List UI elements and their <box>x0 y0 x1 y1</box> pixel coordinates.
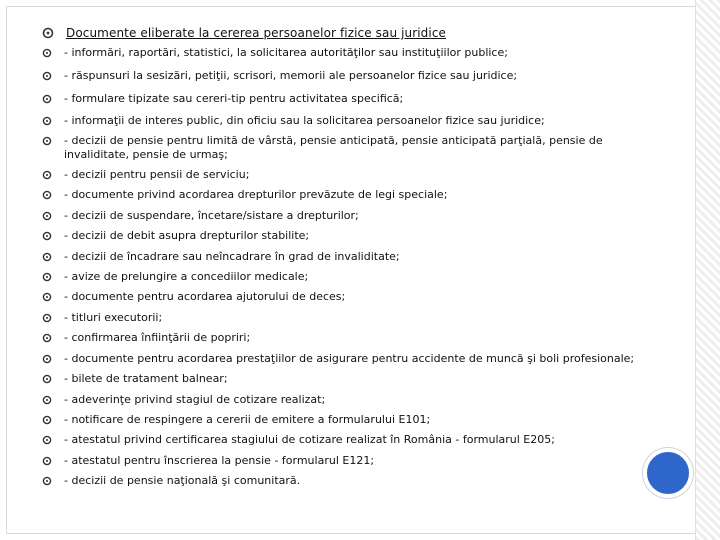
list-item <box>42 393 682 407</box>
list-item <box>42 454 682 468</box>
circle-bullet-icon <box>42 27 54 39</box>
list-item <box>42 188 682 202</box>
list-item-text: - avize de prelungire a concediilor medicale; <box>64 270 309 283</box>
side-pattern-strip <box>696 0 720 540</box>
hollow-circle-bullet-icon <box>42 272 52 282</box>
list-item-text: - bilete de tratament balnear; <box>64 372 228 385</box>
hollow-circle-bullet-icon <box>42 292 52 302</box>
hollow-circle-bullet-icon <box>42 116 52 126</box>
list-item-text: - informări, raportări, statistici, la solicitarea autorităţilor sau instituţiilor publice; <box>64 46 508 59</box>
list-item-text: - documente privind acordarea drepturilor prevăzute de legi speciale; <box>64 188 448 201</box>
list-item <box>42 134 682 162</box>
list-item <box>42 69 682 83</box>
list-item-text: - decizii de pensie pentru limită de vârstă, pensie anticipată, pensie anticipată parţială, pensie de invaliditate, pensie de urmaş; <box>64 134 603 161</box>
hollow-circle-bullet-icon <box>42 71 52 81</box>
hollow-circle-bullet-icon <box>42 94 52 104</box>
list-item-text: - decizii de debit asupra drepturilor stabilite; <box>64 229 310 242</box>
list-item <box>42 92 682 106</box>
list-item <box>42 229 682 243</box>
list-item <box>42 311 682 325</box>
list-item-text: - documente pentru acordarea prestaţiilor de asigurare pentru accidente de muncă şi boli profesionale; <box>64 352 635 365</box>
list-item-text: - confirmarea înfiinţării de popriri; <box>64 331 251 344</box>
hollow-circle-bullet-icon <box>42 252 52 262</box>
hollow-circle-bullet-icon <box>42 395 52 405</box>
list-item-text: - decizii pentru pensii de serviciu; <box>64 168 250 181</box>
hollow-circle-bullet-icon <box>42 136 52 146</box>
list-item <box>42 46 682 60</box>
list-item-text: - atestatul pentru înscrierea la pensie - formularul E121; <box>64 454 375 467</box>
hollow-circle-bullet-icon <box>42 211 52 221</box>
hollow-circle-bullet-icon <box>42 476 52 486</box>
list-item-text: - decizii de suspendare, încetare/sistare a drepturilor; <box>64 209 359 222</box>
list-item-text: - formulare tipizate sau cereri-tip pentru activitatea specifică; <box>64 92 404 105</box>
list-item <box>42 352 682 366</box>
hollow-circle-bullet-icon <box>42 333 52 343</box>
hollow-circle-bullet-icon <box>42 415 52 425</box>
list-item <box>42 168 682 182</box>
list-item-text: - răspunsuri la sesizări, petiţii, scrisori, memorii ale persoanelor fizice sau juridice; <box>64 69 518 82</box>
hollow-circle-bullet-icon <box>42 170 52 180</box>
list-item-text: - atestatul privind certificarea stagiului de cotizare realizat în România - formularul E205; <box>64 433 555 446</box>
heading-row <box>42 26 446 40</box>
list-item-text: - titluri executorii; <box>64 311 163 324</box>
list-item <box>42 372 682 386</box>
list-item-text: - adeverinţe privind stagiul de cotizare realizat; <box>64 393 326 406</box>
list-item <box>42 331 682 345</box>
list-item <box>42 413 682 427</box>
hollow-circle-bullet-icon <box>42 313 52 323</box>
list-item-text: - documente pentru acordarea ajutorului de deces; <box>64 290 346 303</box>
list-item-text: - decizii de pensie naţională şi comunitară. <box>64 474 301 487</box>
list-item <box>42 209 682 223</box>
hollow-circle-bullet-icon <box>42 190 52 200</box>
list-item <box>42 114 682 128</box>
list-item-text: - informaţii de interes public, din oficiu sau la solicitarea persoanelor fizice sau juridice; <box>64 114 545 127</box>
hollow-circle-bullet-icon <box>42 48 52 58</box>
hollow-circle-bullet-icon <box>42 374 52 384</box>
hollow-circle-bullet-icon <box>42 231 52 241</box>
list-item <box>42 290 682 304</box>
list-item-text: - decizii de încadrare sau neîncadrare în grad de invaliditate; <box>64 250 400 263</box>
list-item <box>42 474 682 488</box>
list-item-text: - notificare de respingere a cererii de emitere a formularului E101; <box>64 413 431 426</box>
hollow-circle-bullet-icon <box>42 354 52 364</box>
list-item <box>42 433 682 447</box>
hollow-circle-bullet-icon <box>42 456 52 466</box>
document-heading: Documente eliberate la cererea persoanelor fizice sau juridice <box>66 26 447 40</box>
hollow-circle-bullet-icon <box>42 435 52 445</box>
list-item <box>42 270 682 284</box>
list-item <box>42 250 682 264</box>
